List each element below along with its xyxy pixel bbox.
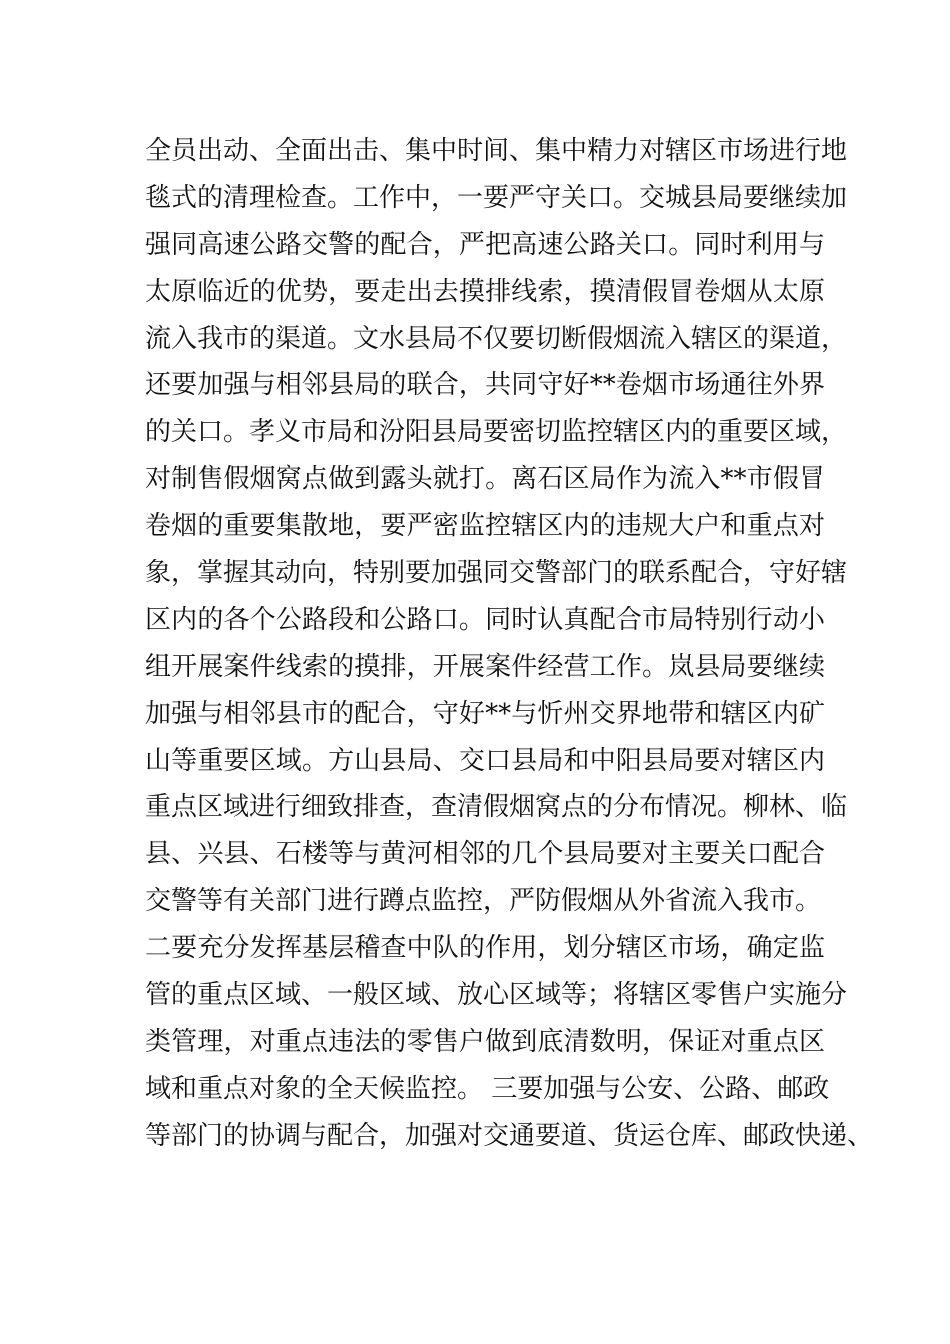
text-line-9: 卷烟的重要集散地，要严密监控辖区内的违规大户和重点对 [145,511,825,542]
text-line-10: 象，掌握其动向，特别要加强同交警部门的联系配合，守好辖 [145,558,848,589]
text-line-1: 全员出动、全面出击、集中时间、集中精力对辖区市场进行地 [145,136,848,166]
text-line-17: 交警等有关部门进行蹲点监控，严防假烟从外省流入我市。 [145,886,822,917]
text-line-19: 管的重点区域、一般区域、放心区域等；将辖区零售户实施分 [145,980,848,1011]
text-line-5: 流入我市的渠道。文水县局不仅要切断假烟流入辖区的渠道， [145,323,848,354]
text-line-2: 毯式的清理检查。工作中，一要严守关口。交城县局要继续加 [145,182,848,213]
text-line-15: 重点区域进行细致排查，查清假烟窝点的分布情况。柳林、临 [145,792,848,823]
text-line-12: 组开展案件线索的摸排，开展案件经营工作。岚县局要继续 [145,651,825,682]
text-line-13: 加强与相邻县市的配合，守好**与忻州交界地带和辖区内矿 [145,698,825,729]
text-line-22: 等部门的协调与配合，加强对交通要道、货运仓库、邮政快递、 [145,1120,874,1151]
text-line-18: 二要充分发挥基层稽查中队的作用，划分辖区市场，确定监 [145,933,825,964]
body-text [145,128,874,1160]
text-line-4: 太原临近的优势，要走出去摸排线索，摸清假冒卷烟从太原 [145,276,825,307]
text-line-7: 的关口。孝义市局和汾阳县局要密切监控辖区内的重要区域， [145,417,848,448]
text-line-6: 还要加强与相邻县局的联合，共同守好**卷烟市场通往外界 [145,370,825,401]
text-line-11: 区内的各个公路段和公路口。同时认真配合市局特别行动小 [145,604,825,635]
text-line-21: 域和重点对象的全天候监控。 三要加强与公安、公路、邮政 [145,1073,830,1104]
text-line-16: 县、兴县、石楼等与黄河相邻的几个县局要对主要关口配合 [145,839,825,870]
text-line-14: 山等重要区域。方山县局、交口县局和中阳县局要对辖区内 [145,745,825,776]
text-line-20: 类管理，对重点违法的零售户做到底清数明，保证对重点区 [145,1026,825,1057]
text-line-8: 对制售假烟窝点做到露头就打。离石区局作为流入**市假冒 [145,464,825,495]
text-line-3: 强同高速公路交警的配合，严把高速公路关口。同时利用与 [145,229,825,260]
